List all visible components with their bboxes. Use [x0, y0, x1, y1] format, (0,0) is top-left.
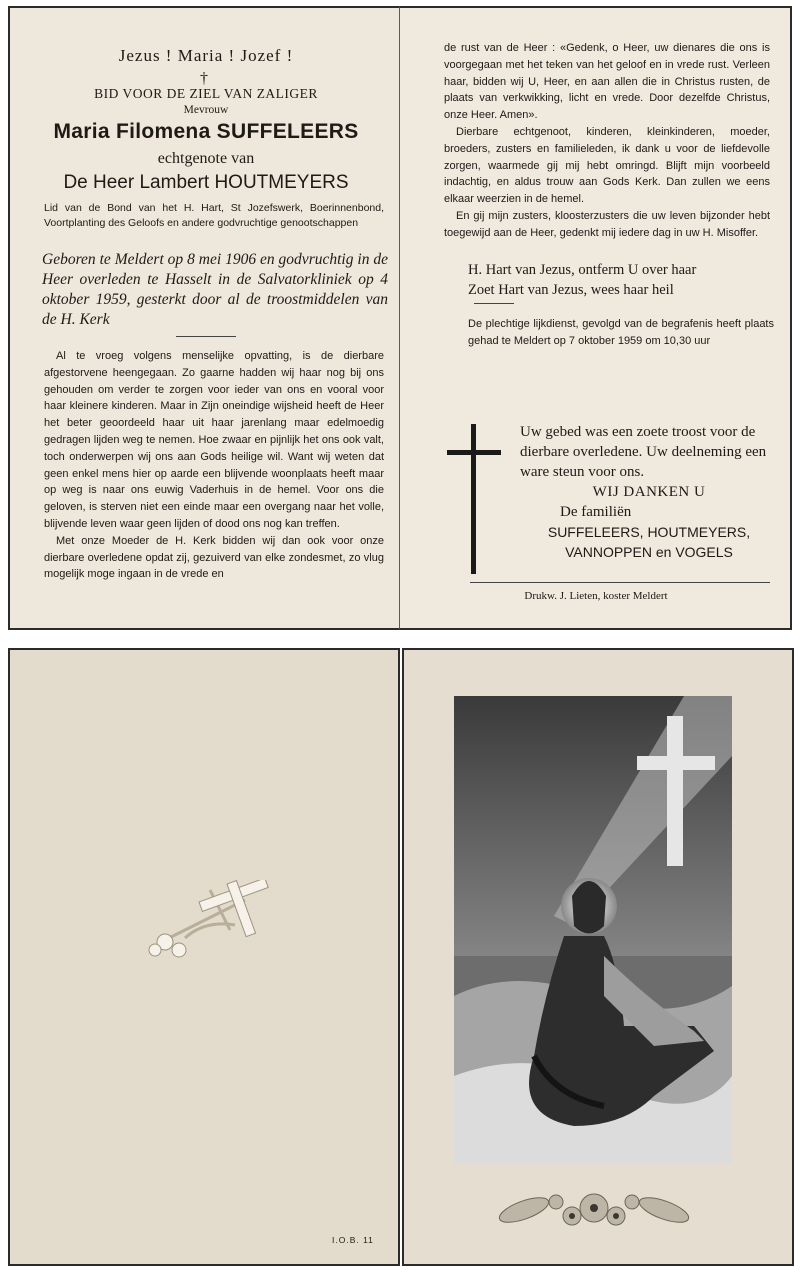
picture-page [402, 648, 794, 1266]
paragraph: Dierbare echtgenoot, kinderen, kleinkinderen, moeder, broeders, zusters en familieleden, ik dank u voor de liefdevolle zorgen, waarmede gij mij hebt omringd. Blijft mijn voorbeeld indachtig, en aldus trouw aan Gods Kerk. Dan zullen we eens elkaar weerzien in de hemel. [444, 125, 770, 206]
families-line: SUFFELEERS, HOUTMEYERS, [547, 524, 751, 540]
deceased-name: Maria Filomena SUFFELEERS [53, 120, 359, 143]
printer-credit: Drukw. J. Lieten, koster Meldert [524, 590, 668, 602]
small-cross-icon: † [200, 70, 208, 87]
prayer-request: BID VOOR DE ZIEL VAN ZALIGER [94, 86, 318, 101]
paragraph: En gij mijn zusters, kloosterzusters die uw leven bijzonder hebt toegewijd aan de Heer, gedenkt mij iedere dag in uw H. Misoffer. [444, 209, 770, 239]
card-page-left [8, 6, 400, 630]
families-line: VANNOPPEN en VOGELS [565, 544, 733, 560]
paragraph: Al te vroeg volgens menselijke opvatting, is de dierbare afgestorvene heengegaan. Zo gaarne hadden wij haar nog bij ons gehouden om verder te zorgen voor ieder van ons en vooral voor haar kleinere kinderen. Maar in Zijn oneindige wijsheid heeft de Heer het beter geoordeeld haar uit haar jarenlang maar edelmoedig gedragen lijden weg te nemen. Hoe zwaar en pijnlijk het ons ook valt, toch onderwerpen wij ons aan Gods heilige wil. Want wij weten dat geen enkel mens hier op aarde een blijvende woonplaats heeft maar op weg is naar ons euwig Vaderhuis in de hemel. Voor ons die geloven, is sterven niet een einde maar een overgang naar het volle, blijvende leven waar geen lijden of dood ons nog kan treffen. [44, 350, 384, 530]
sacred-heart-invocations [468, 260, 778, 300]
invocation-line: Zoet Hart van Jezus, wees haar heil [468, 282, 674, 298]
invocation-line: H. Hart van Jezus, ontferm U over haar [468, 262, 697, 278]
thanks-caps: WIJ DANKEN U [592, 484, 706, 500]
husband-name: De Heer Lambert HOUTMEYERS [63, 172, 349, 193]
back-cover [8, 648, 400, 1266]
large-cross-bar [447, 450, 501, 455]
divider [474, 303, 514, 304]
jesus-praying-picture [454, 696, 732, 1164]
divider [176, 336, 236, 337]
paragraph: de rust van de Heer : «Gedenk, o Heer, uw dienares die ons is voorgegaan met het teken van het geloof en in vrede rust. Verleen haar, bidden wij U, Heer, en aan allen die in Christus rusten, de plaats van verkwikking, licht en vrede. Door dezelfde Christus, onze Heer. Amen». [444, 42, 770, 122]
embossed-cross-emblem [135, 880, 295, 970]
body-text-left [44, 348, 384, 583]
birth-death-text: Geboren te Meldert op 8 mei 1906 en godvruchtig in de Heer overleden te Hasselt in de Salvatorkliniek op 4 oktober 1959, gesterkt door al de troostmiddelen van de H. Kerk [42, 251, 388, 328]
thanks-text: Uw gebed was een zoete troost voor de dierbare overledene. Uw deelneming een ware steun voor ons. [520, 424, 767, 480]
invocation-header: Jezus ! Maria ! Jozef ! [118, 46, 294, 65]
print-code: I.O.B. 11 [332, 1235, 374, 1245]
spouse-intro: echtgenote van [157, 150, 255, 167]
thanks-block [520, 422, 778, 562]
paragraph: Met onze Moeder de H. Kerk bidden wij dan ook voor onze dierbare overledene opdat zij, gezuiverd van elke zondesmet, zo vlug mogelijk moge ingaan in de vrede en [44, 534, 384, 581]
divider [470, 582, 770, 583]
floral-ornament [484, 1178, 704, 1242]
funeral-notice: De plechtige lijkdienst, gevolgd van de begrafenis heeft plaats gehad te Meldert op 7 oktober 1959 om 10,30 uur [468, 318, 774, 347]
families-intro: De familiën [560, 504, 632, 520]
large-cross-icon [471, 424, 476, 574]
title-word: Mevrouw [183, 104, 229, 116]
body-text-right [444, 40, 770, 242]
memberships: Lid van de Bond van het H. Hart, St Jozefswerk, Boerinnenbond, Voortplanting des Geloofs en andere godvruchtige genootschappen [44, 202, 384, 229]
